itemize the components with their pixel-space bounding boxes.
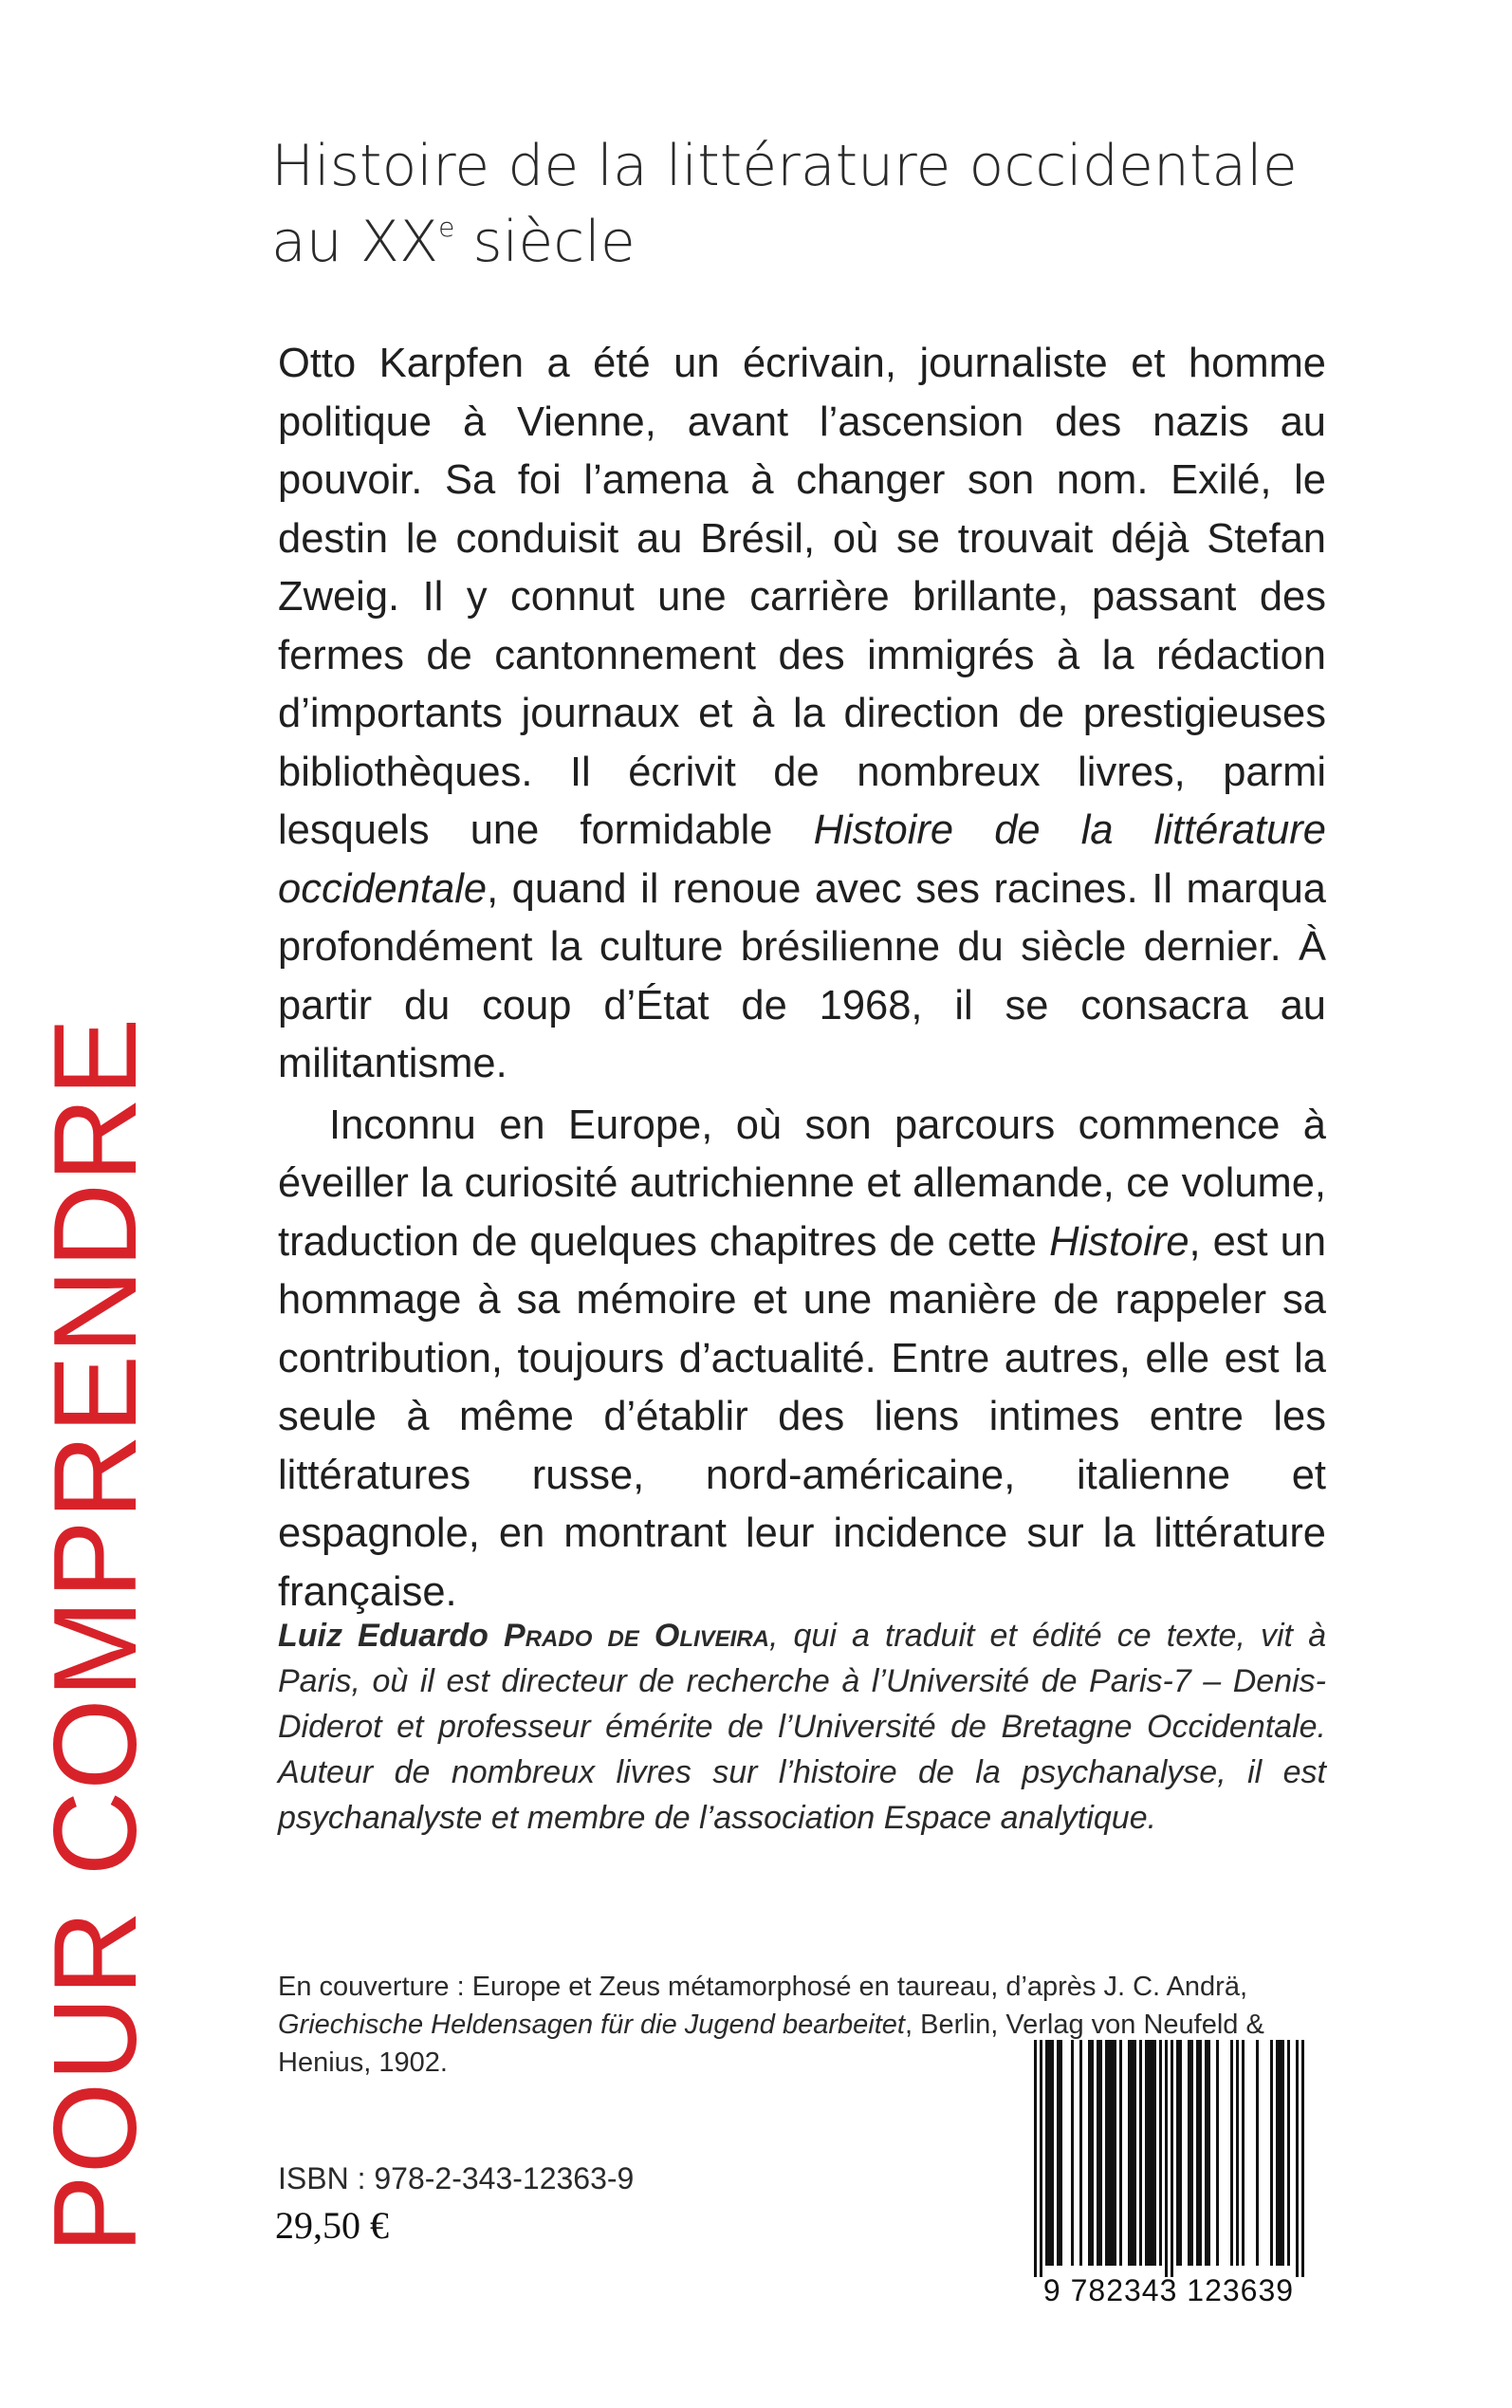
title-line-1: Histoire de la littérature occidentale xyxy=(271,133,1298,199)
barcode-bar xyxy=(1057,2040,1060,2266)
barcode-bar xyxy=(1171,2040,1173,2277)
credit-text-b: , Berlin, Verlag von Neufeld & Henius, 1902. xyxy=(278,2010,1264,2078)
barcode-bar xyxy=(1099,2040,1102,2266)
book-title xyxy=(271,128,1315,280)
title-line-2 xyxy=(271,204,1315,280)
barcode-bar xyxy=(1216,2040,1219,2266)
barcode-bar xyxy=(1188,2040,1190,2266)
barcode-bar xyxy=(1208,2040,1210,2266)
title-line-2-end: siècle xyxy=(454,209,636,275)
blurb-paragraph-1 xyxy=(278,335,1326,1094)
bio-name xyxy=(278,1618,769,1654)
series-name: POUR COMPRENDRE xyxy=(30,1016,161,2253)
blurb xyxy=(278,335,1326,1621)
title-superscript: e xyxy=(438,212,455,243)
barcode-bar xyxy=(1071,2040,1074,2266)
barcode xyxy=(1007,2040,1330,2310)
blurb-paragraph-2 xyxy=(278,1097,1326,1622)
barcode-bar xyxy=(1165,2040,1168,2277)
barcode-bar xyxy=(1034,2040,1037,2277)
barcode-digits: 9 782343 123639 xyxy=(1042,2273,1295,2307)
barcode-bar xyxy=(1145,2040,1148,2266)
title-line-2-start: au XX xyxy=(271,209,439,275)
bio-first-name: Luiz Eduardo xyxy=(278,1618,505,1654)
barcode-bar xyxy=(1270,2040,1273,2266)
isbn: ISBN : 978-2-343-12363-9 xyxy=(278,2161,635,2195)
blurb-p2-italic: Histoire xyxy=(1049,1218,1189,1265)
barcode-bar xyxy=(1301,2040,1304,2277)
barcode-bar xyxy=(1128,2040,1131,2266)
barcode-bar xyxy=(1111,2040,1114,2266)
bio-text: , qui a traduit et édité ce texte, vit à Paris, où il est directeur de recherche à l’Université de Paris-7 – Denis- Diderot et professeur émérite de l’Université de Bretagne Occidentale. Auteur de nombreux livres sur l’histoire de la psychanalyse, il est psychanalyste et membre de l’association Espace analytique. xyxy=(278,1618,1326,1836)
barcode-bar xyxy=(1282,2040,1284,2266)
barcode-bar xyxy=(1060,2040,1062,2266)
barcode-bar xyxy=(1256,2040,1259,2266)
barcode-bar xyxy=(1176,2040,1179,2266)
barcode-bar xyxy=(1091,2040,1094,2266)
author-bio xyxy=(278,1613,1326,1841)
blurb-p2-text-b: , est un hommage à sa mémoire et une manière de rappeler sa contribution, toujours d’actualité. Entre autres, elle est la seule à même d’établir des liens intimes entre les littératures russe, nord-américaine, italienne et espagnole, en montrant leur incidence sur la littérature française. xyxy=(278,1218,1327,1615)
barcode-bar xyxy=(1088,2040,1091,2266)
barcode-bar xyxy=(1296,2040,1299,2277)
barcode-bar xyxy=(1040,2040,1042,2277)
barcode-bar xyxy=(1119,2040,1122,2266)
barcode-bar xyxy=(1131,2040,1134,2266)
credit-italic: Griechische Heldensagen für die Jugend bearbeitet xyxy=(278,2010,905,2040)
barcode-bar xyxy=(1051,2040,1054,2266)
barcode-bar xyxy=(1151,2040,1153,2266)
blurb-p1-italic: Histoire de la littérature occidentale xyxy=(278,807,1326,912)
blurb-p1-text-a: Otto Karpfen a été un écrivain, journaliste et homme politique à Vienne, avant l’ascension des nazis au pouvoir. Sa foi l’amena à changer son nom. Exilé, le destin le conduisit au Brésil, où se trouvait déjà Stefan Zweig. Il y connut une carrière brillante, passant des fermes de cantonnement des immigrés à la rédaction d’importants journaux et à la direction de prestigieuses bibliothèques. Il écrivit de nombreux livres, parmi lesquels une formidable xyxy=(278,341,1326,853)
barcode-bar xyxy=(1279,2040,1282,2266)
barcode-bar xyxy=(1148,2040,1151,2266)
barcode-bar xyxy=(1105,2040,1108,2266)
barcode-bar xyxy=(1159,2040,1162,2266)
barcode-bar xyxy=(1179,2040,1182,2266)
barcode-bar xyxy=(1230,2040,1233,2266)
barcode-bar xyxy=(1276,2040,1279,2266)
barcode-bar xyxy=(1287,2040,1290,2266)
barcode-bar xyxy=(1242,2040,1245,2266)
blurb-p2-text-a: Inconnu en Europe, où son parcours commence à éveiller la curiosité autrichienne et allemande, ce volume, traduction de quelques chapitres de cette xyxy=(278,1102,1326,1265)
blurb-p1-text-b: , quand il renoue avec ses racines. Il marqua profondément la culture brésilienne du siècle dernier. À partir du coup d’État de 1968, il se consacra au militantisme. xyxy=(278,865,1326,1086)
barcode-bar xyxy=(1134,2040,1136,2266)
barcode-bar xyxy=(1045,2040,1048,2266)
barcode-bar xyxy=(1199,2040,1202,2266)
barcode-bar xyxy=(1153,2040,1156,2266)
barcode-bar xyxy=(1196,2040,1199,2266)
barcode-bar xyxy=(1190,2040,1193,2266)
barcode-bar xyxy=(1108,2040,1111,2266)
barcode-bar xyxy=(1079,2040,1082,2266)
barcode-bar xyxy=(1236,2040,1239,2266)
barcode-bars xyxy=(1007,2040,1330,2277)
barcode-bar xyxy=(1114,2040,1116,2266)
barcode-bar xyxy=(1205,2040,1208,2266)
barcode-bar xyxy=(1139,2040,1142,2266)
bio-last-name: Prado de Oliveira xyxy=(504,1618,769,1654)
price: 29,50 € xyxy=(275,2204,389,2247)
credit-text-a: En couverture : Europe et Zeus métamorphosé en taureau, d’après J. C. Andrä, xyxy=(278,1972,1248,2002)
barcode-bar xyxy=(1097,2040,1099,2266)
barcode-bar xyxy=(1048,2040,1051,2266)
